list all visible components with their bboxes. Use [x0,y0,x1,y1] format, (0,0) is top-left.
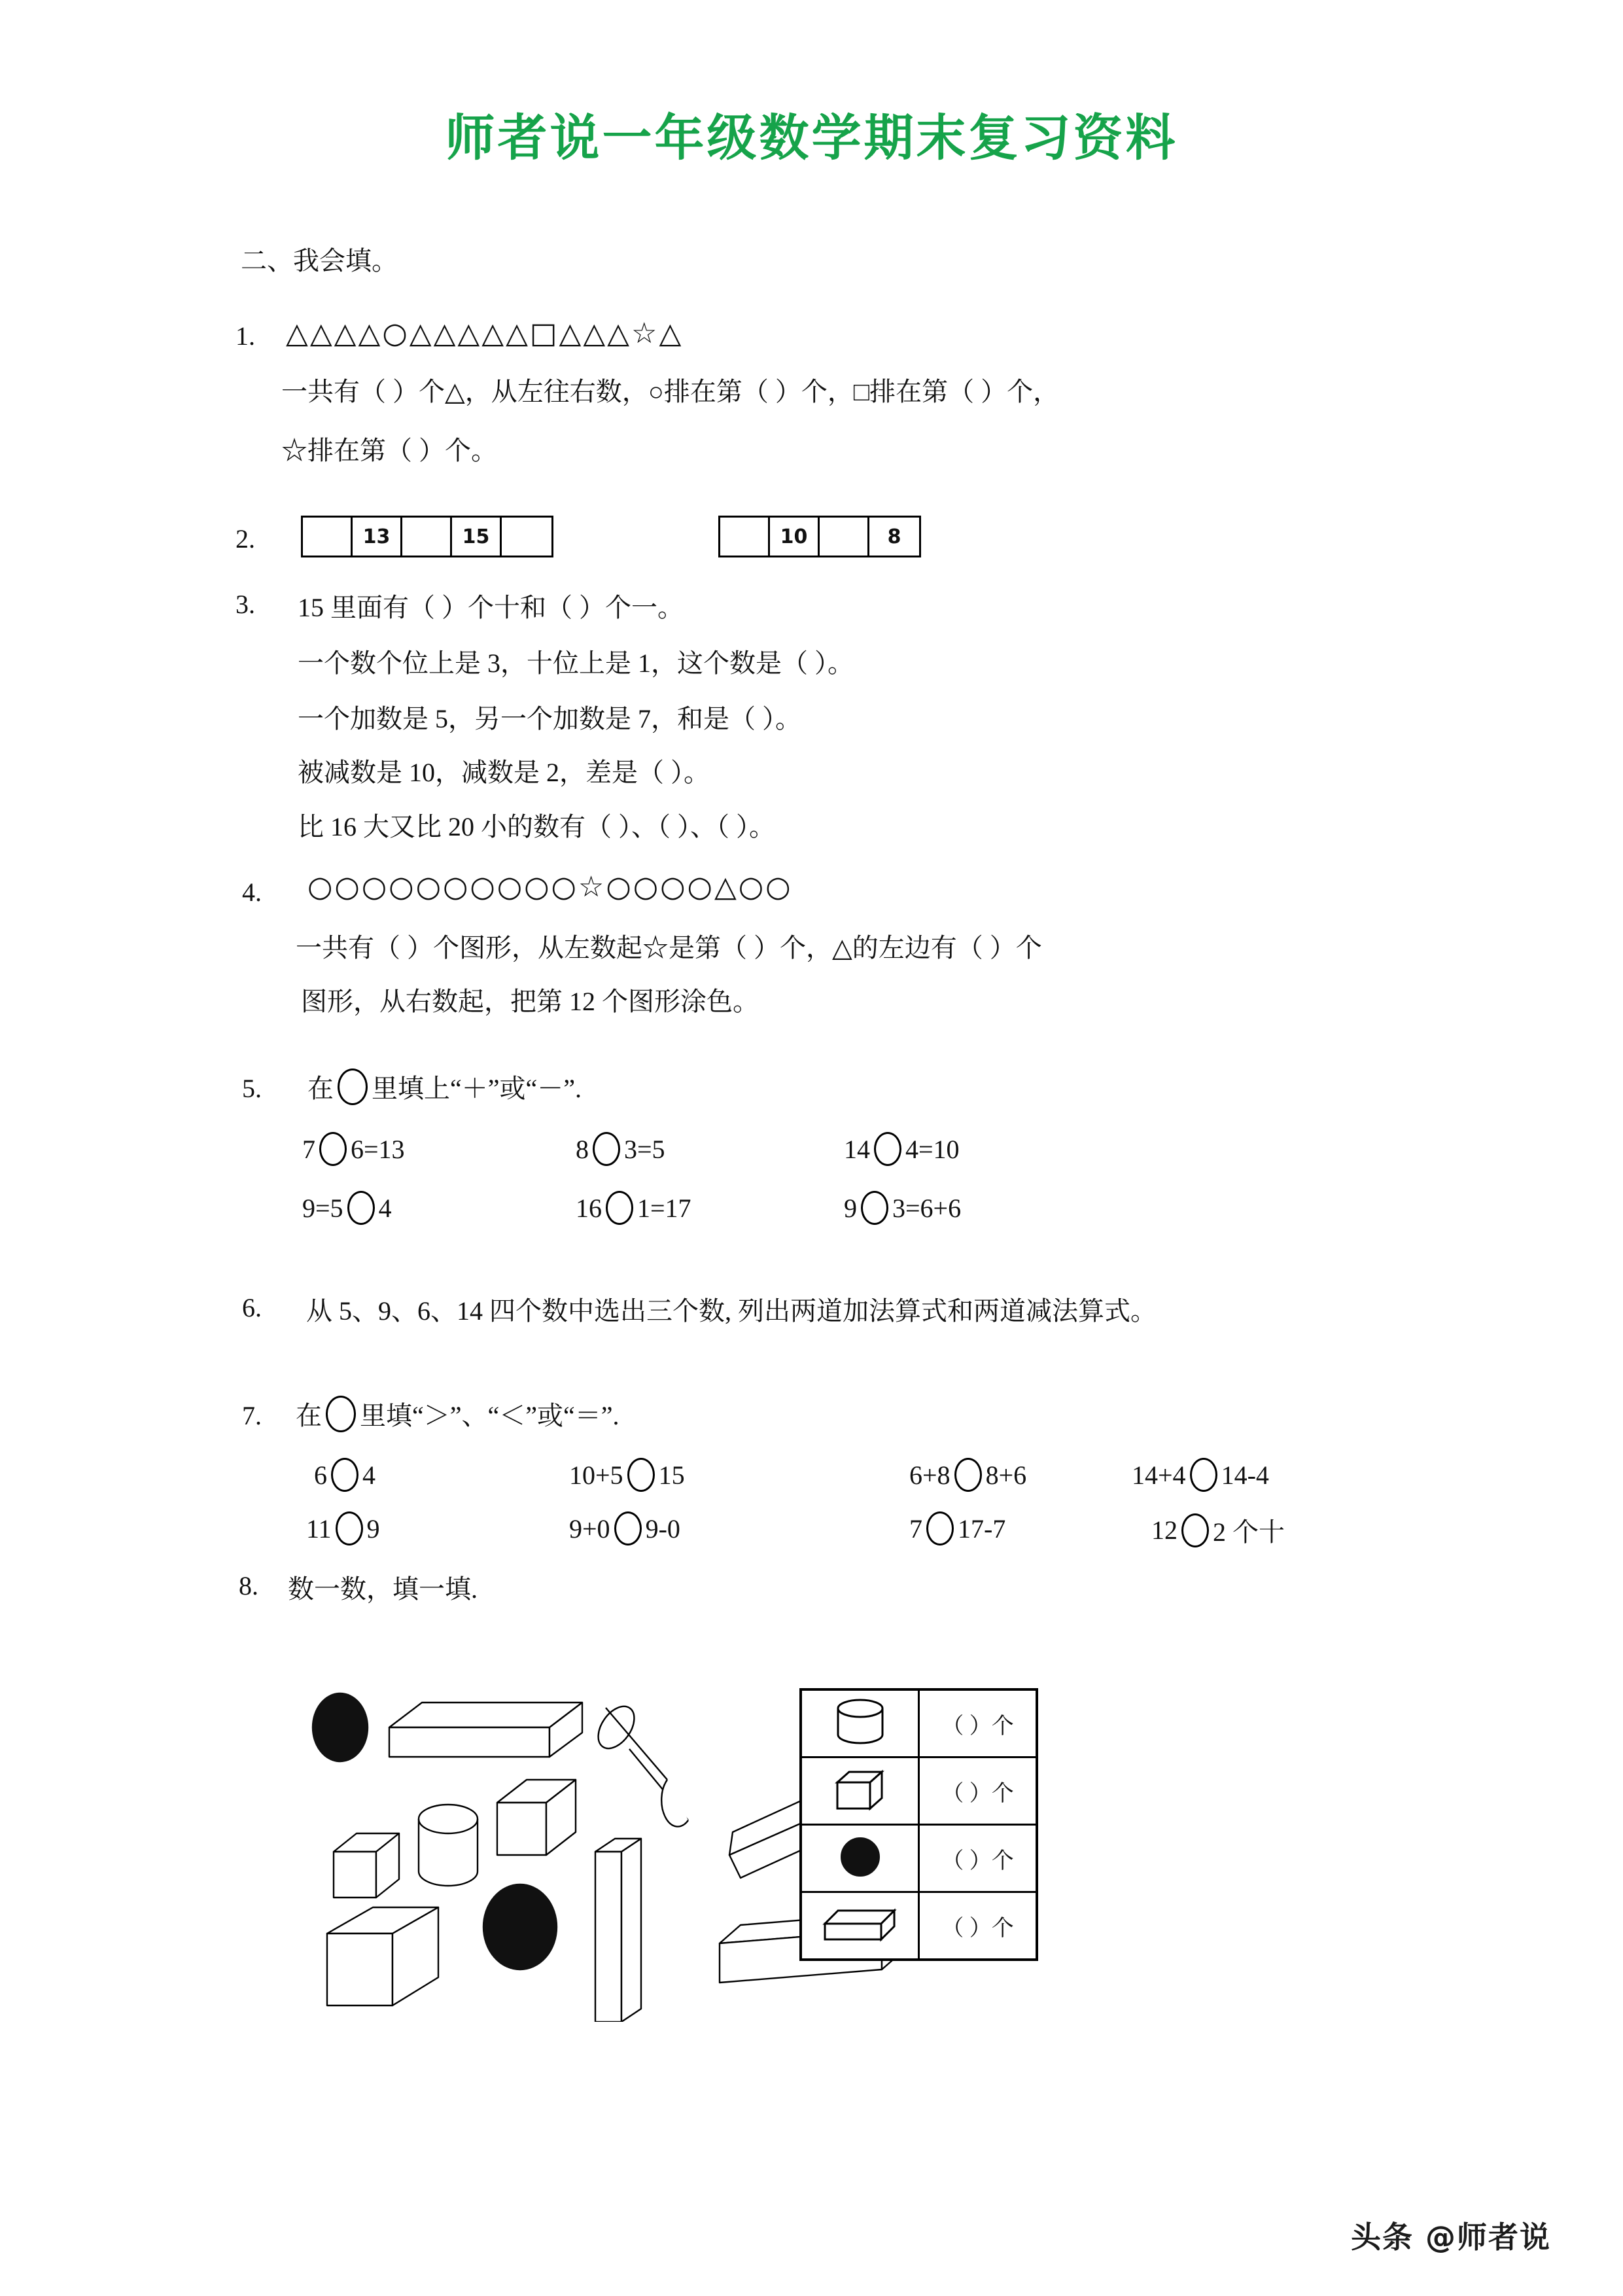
question-7-item-2 [569,1458,685,1492]
question-4-shape-sequence: ○○○○○○○○○○☆○○○○△○○ [307,870,793,904]
cube-icon [832,1765,888,1814]
operand-left: 6 [314,1460,327,1490]
blank-circle-icon[interactable] [326,1396,356,1432]
operand-right: 1=17 [637,1193,691,1223]
grid-2-cell-4[interactable]: 8 [887,525,901,548]
question-3-line-3: 一个加数是 5，另一个加数是 7，和是（ ）。 [298,704,801,733]
operand-right: 8+6 [985,1460,1027,1490]
question-3-line-4: 被减数是 10，减数是 2，差是（ ）。 [298,758,710,787]
number-grid-1 [301,516,553,557]
cell-count-cylinder[interactable]: （ ）个 [919,1689,1038,1757]
cell-count-cuboid[interactable]: （ ）个 [919,1892,1038,1960]
question-5-prompt-before: 在 [307,1074,334,1103]
question-1-line-1: 一共有（ ）个△，从左往右数，○排在第（ ）个，□排在第（ ）个， [281,377,1060,406]
operand-right: 6=13 [351,1134,405,1164]
question-3-line-5: 比 16 大又比 20 小的数有（ ）、（ ）、（ ）。 [298,812,775,841]
question-7-prompt-after: 里填“＞”、“＜”或“＝”. [360,1401,620,1430]
operand-right: 4=10 [905,1134,960,1164]
operand-left: 11 [306,1513,332,1544]
question-7-number: 7. [242,1401,262,1430]
sphere-shape [313,1693,368,1761]
question-2-number: 2. [236,524,255,554]
blank-circle-icon[interactable] [874,1132,901,1166]
question-3-line-2: 一个数个位上是 3，十位上是 1，这个数是（ ）。 [298,648,854,678]
operand-left: 6+8 [909,1460,951,1490]
question-5-item-6 [844,1191,961,1225]
sphere-icon [836,1833,884,1881]
operand-left: 14 [844,1134,870,1164]
grid-2-cell-2[interactable]: 10 [770,518,820,556]
operand-right: 14-4 [1221,1460,1269,1490]
question-8-prompt: 数一数，填一填. [288,1574,478,1604]
grid-1-cell-2[interactable]: 13 [353,518,402,556]
operand-left: 10+5 [569,1460,623,1490]
question-4-line-2: 图形，从右数起，把第 12 个图形涂色。 [301,987,759,1016]
operand-left: 9+0 [569,1513,610,1544]
table-row [801,1757,1037,1825]
question-5-item-5 [576,1191,691,1225]
question-7-item-8 [1151,1511,1285,1549]
operand-right: 2 个十 [1213,1517,1285,1547]
question-6-line-1: 从 5、9、6、14 四个数中选出三个数, 列出两道加法算式和两道减法算式。 [306,1296,1157,1326]
table-row [801,1892,1037,1960]
page-title: 师者说一年级数学期末复习资料 [445,109,1178,167]
watermark: 头条 @师者说 [1350,2219,1551,2255]
question-5-item-4 [302,1191,392,1225]
cell-count-sphere[interactable]: （ ）个 [919,1825,1038,1892]
number-grid-2 [718,516,921,557]
cell-shape-cube [801,1757,919,1825]
sphere-shape [483,1884,557,1969]
cell-shape-cylinder [801,1689,919,1757]
cuboid-long-shape [389,1703,582,1757]
slab-thin-shape [595,1839,641,2022]
grid-2-cell-3[interactable] [820,518,869,556]
grid-1-cell-1[interactable] [303,518,353,556]
question-7-item-7 [909,1511,1005,1545]
operand-right: 17-7 [958,1513,1006,1544]
question-3-number: 3. [236,590,255,619]
grid-1-cell-5[interactable] [502,518,551,556]
question-7-prompt [296,1395,620,1432]
blank-circle-icon[interactable] [336,1511,363,1545]
cuboid-icon [821,1904,899,1945]
blank-circle-icon[interactable] [347,1191,375,1225]
question-7-item-3 [909,1458,1026,1492]
grid-2-cell-1[interactable] [720,518,770,556]
question-7-item-5 [306,1511,380,1545]
operand-right: 3=5 [624,1134,665,1164]
question-1-shape-sequence: △△△△○△△△△△□△△△☆△ [286,317,684,350]
question-5-prompt-after: 里填上“＋”或“－”. [372,1074,582,1103]
table-row [801,1689,1037,1757]
blank-circle-icon[interactable] [861,1191,888,1225]
operand-right: 9 [366,1513,380,1544]
operand-left: 7 [909,1513,922,1544]
question-7-item-4 [1132,1458,1269,1492]
blank-circle-icon[interactable] [954,1458,982,1492]
operand-right: 4 [362,1460,375,1490]
question-5-prompt [307,1068,582,1105]
operand-right: 15 [658,1460,685,1490]
cylinder-tilted-shape [591,1700,688,1827]
cube-medium-shape [497,1780,576,1855]
operand-left: 9=5 [302,1193,343,1223]
question-1-line-2: ☆排在第（ ）个。 [281,436,497,465]
question-5-item-3 [844,1132,960,1166]
operand-left: 14+4 [1132,1460,1186,1490]
cylinder-icon [830,1698,890,1746]
operand-right: 9-0 [645,1513,680,1544]
operand-left: 8 [576,1134,589,1164]
operand-left: 9 [844,1193,857,1223]
section-heading: 二、我会填。 [241,246,398,275]
question-5-number: 5. [242,1074,262,1103]
question-4-number: 4. [242,877,262,907]
question-7-item-1 [314,1458,375,1492]
blank-circle-icon[interactable] [1190,1458,1217,1492]
question-6-number: 6. [242,1293,262,1322]
blank-circle-icon[interactable] [606,1191,633,1225]
cell-shape-cuboid [801,1892,919,1960]
operand-right: 4 [378,1193,392,1223]
cylinder-upright-shape [419,1805,478,1886]
operand-left: 16 [576,1193,602,1223]
blank-circle-icon[interactable] [1181,1513,1209,1547]
grid-1-cell-4[interactable]: 15 [452,518,502,556]
blank-circle-icon[interactable] [338,1069,368,1105]
table-row [801,1825,1037,1892]
blank-circle-icon[interactable] [331,1458,358,1492]
operand-left: 7 [302,1134,315,1164]
cube-small-shape [334,1833,399,1898]
question-3-line-1: 15 里面有（ ）个十和（ ）个一。 [298,593,684,622]
cell-shape-sphere [801,1825,919,1892]
question-8-number: 8. [239,1571,258,1600]
shape-count-table [799,1688,1038,1961]
operand-left: 12 [1151,1515,1178,1545]
blank-circle-icon[interactable] [319,1132,347,1166]
blank-circle-icon[interactable] [593,1132,620,1166]
question-1-number: 1. [236,321,255,351]
blank-circle-icon[interactable] [926,1511,954,1545]
question-7-prompt-before: 在 [296,1401,322,1430]
blank-circle-icon[interactable] [627,1458,655,1492]
cube-large-shape [327,1907,438,2005]
grid-1-cell-3[interactable] [402,518,452,556]
question-4-line-1: 一共有（ ）个图形，从左数起☆是第（ ）个，△的左边有（ ）个 [296,933,1042,963]
question-5-item-2 [576,1132,665,1166]
question-5-item-1 [302,1132,405,1166]
cell-count-cube[interactable]: （ ）个 [919,1757,1038,1825]
blank-circle-icon[interactable] [614,1511,642,1545]
operand-right: 3=6+6 [892,1193,962,1223]
question-7-item-6 [569,1511,680,1545]
